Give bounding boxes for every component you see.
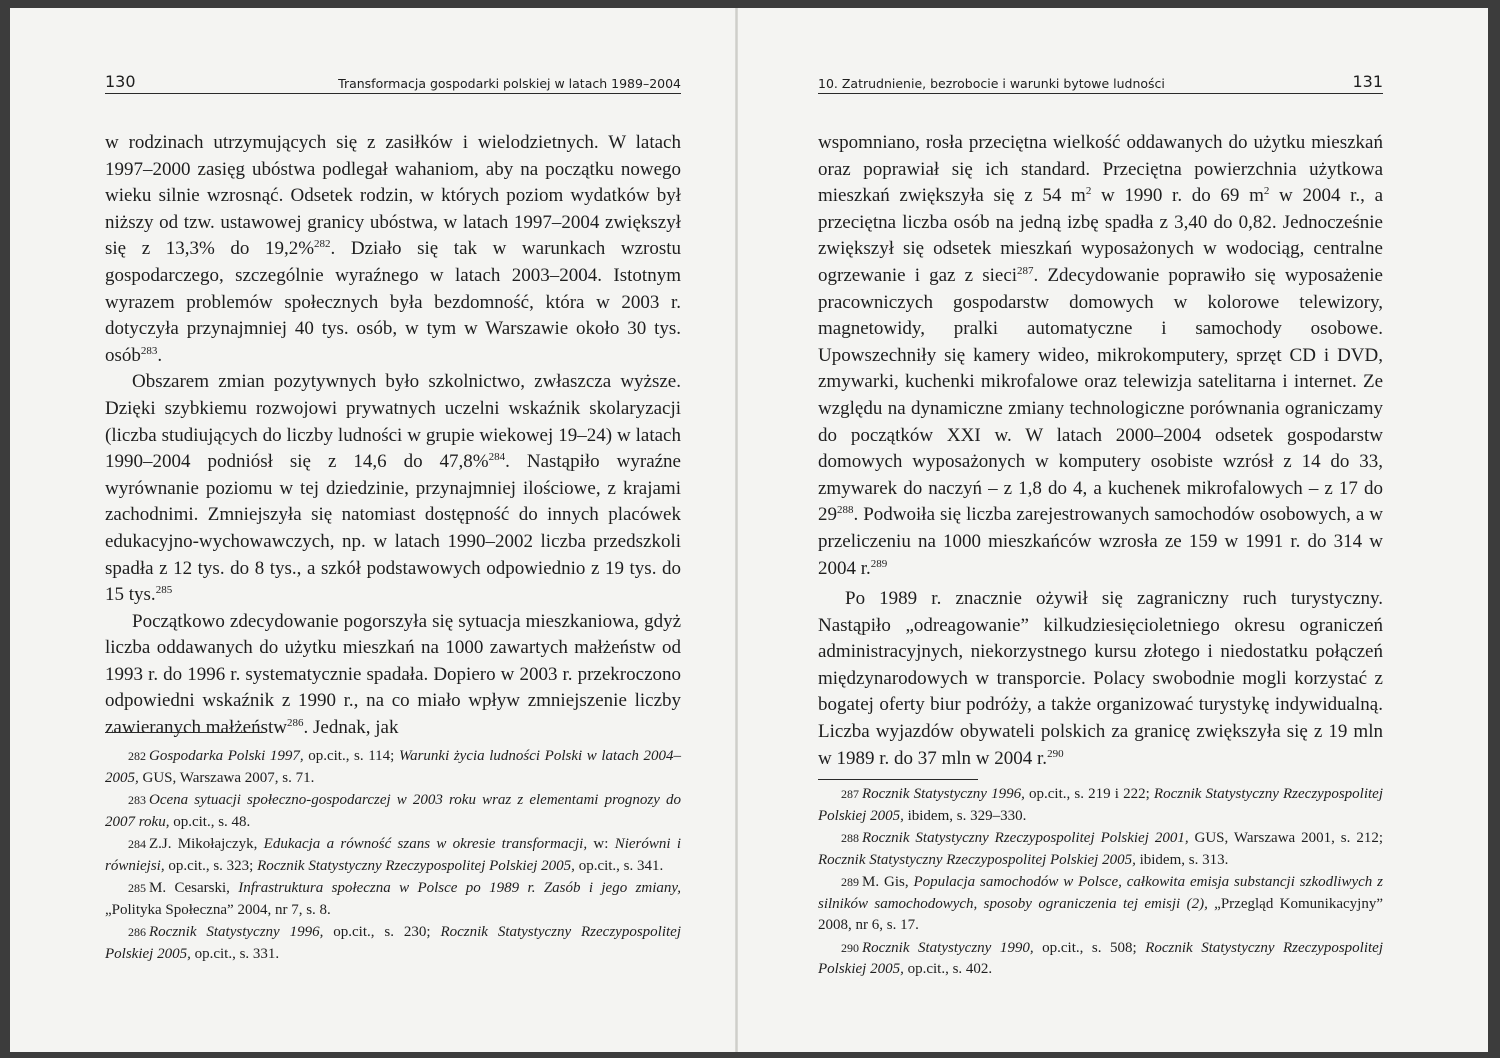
footnote-text: op.cit., s. 230; <box>323 924 441 940</box>
left-page <box>10 8 736 1052</box>
footnote-text: op.cit., s. 48. <box>169 813 251 830</box>
footnote-289 <box>818 872 1383 937</box>
footnote-text: op.cit., s. 341. <box>574 857 664 874</box>
footnote-text: op.cit., s. 219 i 222; <box>1024 786 1154 802</box>
footnote-number: 284 <box>128 837 146 851</box>
footnote-ref-282: 282 <box>314 238 331 251</box>
footnote-number: 287 <box>841 787 859 801</box>
footnote-ref-287: 287 <box>1017 264 1034 277</box>
footnote-text: „Przegląd Komunikacyjny” 2008, nr 6, s. 17. <box>818 895 1383 933</box>
superscript-squared: 2 <box>1263 185 1270 198</box>
footnote-text: Z.J. Mikołajczyk, <box>149 836 264 852</box>
footnote-text: op.cit., s. 508; <box>1033 939 1146 956</box>
footnote-italic-title: Populacja samochodów w Polsce, całkowita emisja substancji szkodliwych z silników samochodowych, sposoby ograniczenia tej emisji (2), <box>818 874 1383 912</box>
footnote-283 <box>105 790 681 833</box>
footnote-ref-289: 289 <box>870 557 888 570</box>
right-page-number: 131 <box>1352 72 1383 91</box>
footnote-290 <box>818 938 1383 981</box>
footnote-number: 282 <box>128 749 146 763</box>
left-page-number: 130 <box>105 72 136 91</box>
footnote-italic-title: Warunki życia ludności Polski w latach 2004–2005, <box>105 748 681 786</box>
footnote-italic-title: Rocznik Statystyczny Rzeczypospolitej Polskiej 2005, <box>818 851 1136 868</box>
footnote-text: op.cit., s. 402. <box>903 961 993 977</box>
footnote-number: 285 <box>128 881 146 895</box>
footnote-text: GUS, Warszawa 2001, s. 212; <box>1188 830 1383 846</box>
footnote-286 <box>105 922 681 965</box>
footnote-ref-284: 284 <box>488 451 506 464</box>
footnote-italic-title: Rocznik Statystyczny Rzeczypospolitej Polskiej 2001, <box>862 830 1189 846</box>
footnote-italic-title: Rocznik Statystyczny Rzeczypospolitej Polskiej 2005, <box>105 924 681 962</box>
footnote-text: ibidem, s. 313. <box>1135 851 1229 868</box>
footnote-italic-title: Rocznik Statystyczny Rzeczypospolitej Polskiej 2005, <box>257 857 575 874</box>
footnote-italic-title: Nierówni i równiejsi, <box>105 836 681 874</box>
footnote-287 <box>818 784 1383 827</box>
left-page-header <box>105 72 681 94</box>
right-page-header <box>818 72 1383 94</box>
right-paragraph-1: wspomniano, rosła przeciętna wielkość oddawanych do użytku mieszkań oraz poprawiał się ich standard. Przeciętna powierzchnia użytkowa mieszkań zwiększyła się z 54 $m^2$ w 1990 r. do 69 $m^2$ w 2004 r., a przeciętna liczba osób na jedną izbę spadła z 3,40 do 0,82. Jednocześnie zwiększył się odsetek mieszkań wyposażonych w wodociąg, centralne ogrzewanie i gaz z sieci$^{287}$. Zdecydowanie poprawiło się wyposażenie pracowniczych gospodarstw domowych w kolorowe telewizory, magnetowidy, pralki automatyczne i samochody osobowe. Upowszechniły się kamery wideo, mikrokomputery, sprzęt CD i DVD, zmywarki, kuchenki mikrofalowe oraz telewizja satelitarna i internet. Ze względu na dynamiczne zmiany technologiczne porównania ograniczamy do początków XXI w. W latach 2000–2004 odsetek gospodarstw domowych wyposażonych w komputery osobiste wzrósł z 14 do 33, zmywarek do naczyń – z 1,8 do 4, a kuchenek mikrofalowych – z 17 do $29^{288}$. Podwoiła się liczba zarejestrowanych samochodów osobowych, a w przeliczeniu na 1000 mieszkańców wzrosła ze 159 w 1991 r. do 314 w 2004 r.$^{289}$ <box>818 132 1384 579</box>
footnote-text: op.cit., s. 331. <box>190 945 280 962</box>
right-body-text <box>818 130 1383 772</box>
footnote-italic-title: Infrastruktura społeczna w Polsce po 1989 r. Zasób i jego zmiany, <box>238 880 681 896</box>
left-footnotes <box>105 746 681 966</box>
footnote-number: 288 <box>841 831 859 845</box>
footnote-text: w: <box>587 836 615 852</box>
right-footnote-rule <box>818 779 978 780</box>
footnote-text: M. Cesarski, <box>149 880 239 896</box>
footnote-italic-title: Rocznik Statystyczny Rzeczypospolitej Polskiej 2005, <box>818 939 1383 977</box>
footnote-number: 283 <box>128 793 146 807</box>
footnote-italic-title: Gospodarka Polski 1997, <box>149 748 304 764</box>
left-paragraph-3: Początkowo zdecydowanie pogorszyła się sytuacja mieszkaniowa, gdyż liczba oddawanych do użytku mieszkań na 1000 zawartych małżeństw od 1993 r. do 1996 r. systematycznie spadała. Dopiero w 2003 r. przekroczono odpowiedni wskaźnik z 1990 r., na co miało wpływ zmniejszenie liczby zawieranych małżeństw$^{286}$. Jednak, jak <box>105 610 681 739</box>
left-body-text <box>105 130 681 742</box>
footnote-number: 290 <box>841 940 859 955</box>
footnote-italic-title: Edukacja a równość szans w okresie transformacji, <box>263 836 588 852</box>
footnote-number: 289 <box>841 875 859 889</box>
footnote-italic-title: Ocena sytuacji społeczno-gospodarczej w 2003 roku wraz z elementami prognozy do 2007 roku, <box>105 792 681 830</box>
footnote-ref-290: 290 <box>1047 747 1064 760</box>
footnote-text: ibidem, s. 329–330. <box>903 807 1027 824</box>
footnote-284 <box>105 834 681 877</box>
footnote-285 <box>105 878 681 921</box>
footnote-ref-285: 285 <box>155 584 173 597</box>
right-page <box>737 8 1488 1052</box>
right-running-head: 10. Zatrudnienie, bezrobocie i warunki bytowe ludności <box>818 76 1165 91</box>
footnote-ref-288: 288 <box>837 504 854 517</box>
footnote-text: op.cit., s. 114; <box>303 748 399 764</box>
right-paragraph-2: Po 1989 r. znacznie ożywił się zagraniczny ruch turystyczny. Nastąpiło „odreagowanie” kilkudziesięcioletniego okresu ograniczeń administracyjnych, niekorzystnego kursu złotego i niedostatku połączeń międzynarodowych w transporcie. Polacy swobodnie mogli korzystać z bogatej oferty biur podróży, a także organizować turystykę indywidualną. Liczba wyjazdów obywateli polskich za granicę zwiększyła się z 19 mln w 1989 r. do 37 mln w 2004 r.$^{290}$ <box>818 588 1383 769</box>
left-paragraph-1: w rodzinach utrzymujących się z zasiłków i wielodzietnych. W latach 1997–2000 zasięg ubóstwa podlegał wahaniom, aby na początku nowego wieku silnie wzrosnąć. Odsetek rodzin, w których poziom wydatków był niższy od tzw. ustawowej granicy ubóstwa, w latach 1997–2004 zwiększył się z 13,3% do 19,2%$^{282}$. Działo się tak w warunkach wzrostu gospodarczego, szczególnie wyraźnego w latach 2003–2004. Istotnym wyrazem problemów społecznych była bezdomność, która w 2003 r. dotyczyła przynajmniej 40 tys. osób, w tym w Warszawie około 30 tys. osób$^{283}$. <box>105 132 681 366</box>
left-footnote-rule <box>105 732 265 733</box>
footnote-text: „Polityka Społeczna” 2004, nr 7, s. 8. <box>105 901 331 918</box>
left-running-head: Transformacja gospodarki polskiej w latach 1989–2004 <box>338 76 681 91</box>
footnote-italic-title: Rocznik Statystyczny 1996, <box>862 786 1025 802</box>
footnote-ref-286: 286 <box>287 717 304 730</box>
footnote-text: GUS, Warszawa 2007, s. 71. <box>138 769 315 786</box>
right-footnotes <box>818 784 1383 982</box>
footnote-italic-title: Rocznik Statystyczny 1996, <box>149 924 324 940</box>
left-paragraph-2: Obszarem zmian pozytywnych było szkolnictwo, zwłaszcza wyższe. Dzięki szybkiemu rozwojowi prywatnych uczelni wskaźnik skolaryzacji (liczba studiujących do liczby ludności w grupie wiekowej 19–24) w latach 1990–2004 podniósł się z 14,6 do 47,8%$^{284}$. Nastąpiło wyraźne wyrównanie poziomu w tej dziedzinie, przynajmniej ilościowe, z krajami zachodnimi. Zmniejszyła się natomiast dostępność do innych placówek edukacyjno-wychowawczych, np. w latach 1990–2002 liczba przedszkoli spadła z 12 tys. do 8 tys., a szkół podstawowych odpowiednio z 19 tys. do 15 tys.$^{285}$ <box>105 371 681 606</box>
footnote-number: 286 <box>128 925 146 939</box>
superscript-squared: 2 <box>1085 185 1092 198</box>
footnote-ref-283: 283 <box>140 344 158 357</box>
footnote-italic-title: Rocznik Statystyczny 1990, <box>862 939 1034 956</box>
footnote-288 <box>818 828 1383 871</box>
footnote-text: M. Gis, <box>862 874 914 890</box>
footnote-text: op.cit., s. 323; <box>164 857 258 874</box>
footnote-italic-title: Rocznik Statystyczny Rzeczypospolitej Polskiej 2005, <box>818 786 1383 824</box>
footnote-282 <box>105 746 681 789</box>
